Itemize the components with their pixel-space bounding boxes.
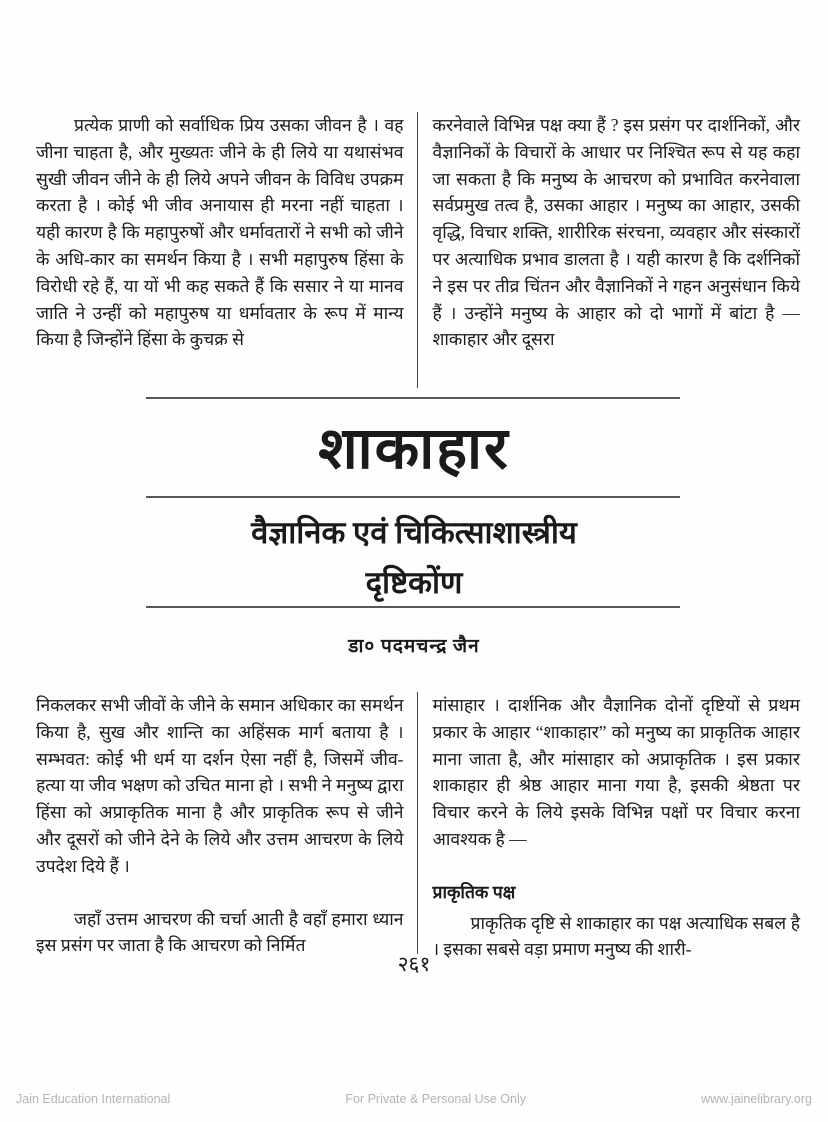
intro-columns: [36, 112, 800, 388]
body-right-column: [418, 692, 801, 960]
page-number: २६१: [397, 952, 431, 976]
intro-left-paragraph: प्रत्येक प्राणी को सर्वाधिक प्रिय उसका जीवन है । वह जीना चाहता है, और मुख्यतः जीने के ही लिये या यथासंभव सुखी जीवन जीने के ही लिये अपने जीवन के विविध उपक्रम करता है । कोई भी जीव अनायास ही मरना नहीं चाहता । यही कारण है कि महापुरुषों और धर्मावतारों ने सभी को जीने के अधि-कार का समर्थन किया है । सभी महापुरुष हिंसा के विरोधी रहे हैं, या यों भी कह सकते हैं कि ससार ने या मानव जाति ने उन्हीं को महापुरुष या धर्मावतार के रूप में मान्य किया है जिन्होंने हिंसा के कुचक्र से: [36, 115, 404, 350]
intro-right-paragraph: करनेवाले विभिन्न पक्ष क्या हैं ? इस प्रसंग पर दार्शनिकों, और वैज्ञानिकों के विचारों के आधार पर निश्चित रूप से यह कहा जा सकता है कि मनुष्य के आचरण को प्रभावित करनेवाला सर्वप्रमुख तत्व है, उसका आहार । मनुष्य का आहार, उसकी वृद्धि, विचार शक्ति, शारीरिक संरचना, व्यवहार और संस्कारों पर अत्याधिक प्रभाव डालता है । यही कारण है कि दर्शनिकों ने इस पर तीव्र चिंतन और वैज्ञानिकों ने गहन अनुसंधान किये हैं । उन्होंने मनुष्य के आहार को दो भागों में बांटा है —शाकाहार और दूसरा: [432, 115, 800, 350]
footer-usage-notice: For Private & Personal Use Only: [345, 1092, 526, 1106]
body-columns: [36, 692, 800, 960]
rule-above-title: [146, 397, 680, 399]
article-subtitle: [0, 508, 828, 608]
rule-below-subtitle: [146, 606, 680, 608]
article-subtitle-line1: वैज्ञानिक एवं चिकित्साशास्त्रीय: [251, 515, 577, 550]
body-left-paragraph-1: निकलकर सभी जीवों के जीने के समान अधिकार का समर्थन किया है, सुख और शान्ति का अहिंसक मार्ग बताया है । सम्भवत: कोई भी धर्म या दर्शन ऐसा नहीं है, जिसमें जीव-हत्या या जीव भक्षण को उचित माना हो । सभी ने मनुष्य द्वारा हिंसा को अप्राकृतिक माना है और प्राकृतिक रूप से जीने और दूसरों को जीने देने के लिये और उत्तम आचरण के लिये उपदेश दिये हैं ।: [36, 695, 404, 876]
article-subtitle-line2: दृष्टिकोंण: [365, 565, 463, 600]
scan-footer: [16, 1092, 812, 1106]
footer-publisher: Jain Education International: [16, 1092, 171, 1106]
body-left-column: [36, 692, 418, 954]
body-left-paragraph-2: जहाँ उत्तम आचरण की चर्चा आती है वहाँ हमारा ध्यान इस प्रसंग पर जाता है कि आचरण को निर्मित: [36, 908, 404, 956]
section-heading-natural-aspect: प्राकृतिक पक्ष: [432, 881, 516, 902]
footer-website: www.jainelibrary.org: [701, 1092, 812, 1106]
body-right-paragraph-1: मांसाहार । दार्शनिक और वैज्ञानिक दोनों दृष्टियों से प्रथम प्रकार के आहार “शाकाहार” को मनुष्य का प्राकृतिक आहार माना जाता है, और मांसाहार को अप्राकृतिक । इस प्रकार शाकाहार ही श्रेष्ठ आहार माना गया है, इसकी श्रेष्ठता पर विचार करने के लिये इसके विभिन्न पक्षों पर विचार करना आवश्यक है —: [432, 695, 800, 849]
body-right-paragraph-2: प्राकृतिक दृष्टि से शाकाहार का पक्ष अत्याधिक सबल है । इसका सबसे वड़ा प्रमाण मनुष्य की शारी-: [432, 912, 800, 960]
intro-left-column: [36, 112, 418, 388]
rule-below-title: [146, 496, 680, 498]
article-author: डा० पदमचन्द्र जैन: [348, 636, 480, 657]
intro-right-column: [418, 112, 801, 388]
article-title: शाकाहार: [318, 416, 510, 481]
